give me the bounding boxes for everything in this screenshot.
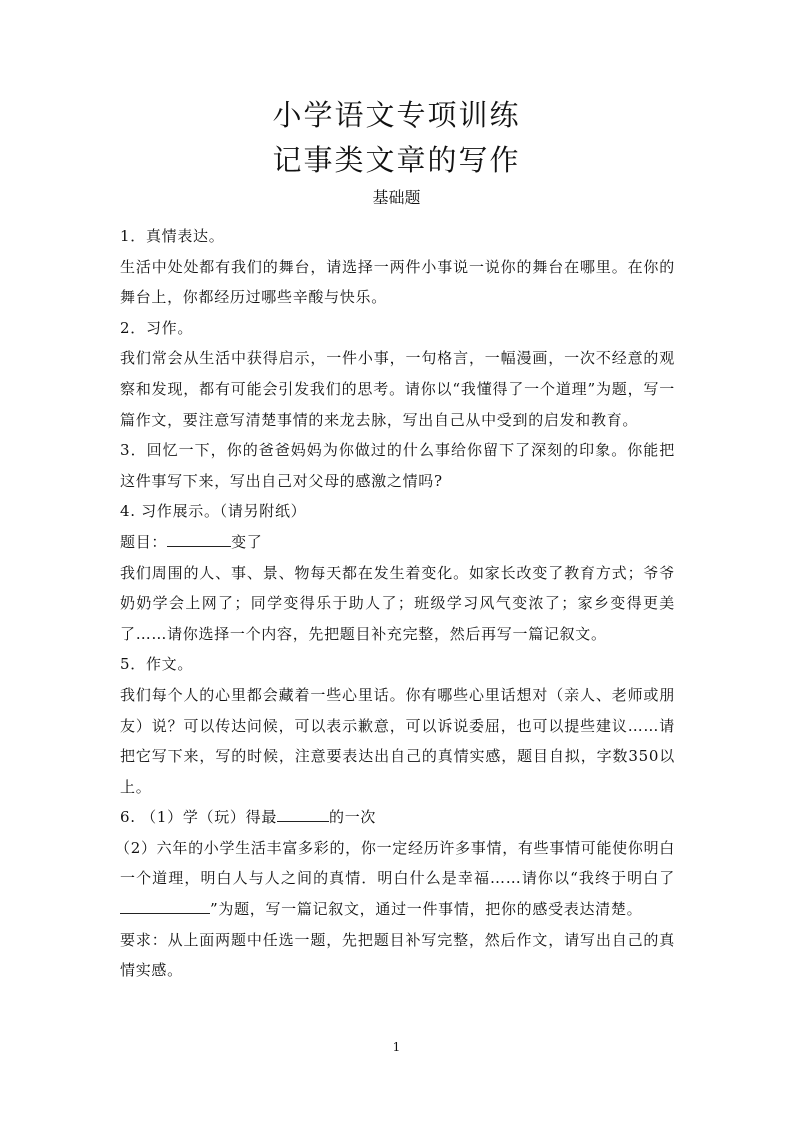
question-6-part2-suffix: ”为题，写一篇记叙文，通过一件事情，把你的感受表达清楚。	[210, 900, 643, 919]
fill-in-blank	[120, 897, 210, 914]
question-3-text: 3．回忆一下，你的爸爸妈妈为你做过的什么事给你留下了深刻的印象。你能把这件事写下来，写出自己对父母的感激之情吗?	[120, 441, 675, 490]
page-number: 1	[392, 1040, 401, 1054]
question-2-text: 我们常会从生活中获得启示，一件小事，一句格言，一幅漫画，一次不经意的观察和发现，都有可能会引发我们的思考。请你以“我懂得了一个道理”为题，写一篇作文，要注意写清楚事情的来龙去脉，写出自己从中受到的启发和教育。	[120, 349, 675, 429]
question-4-topic-line	[120, 527, 675, 558]
fill-in-blank	[277, 805, 329, 822]
question-4-topic-prefix: 题目：	[120, 532, 168, 551]
question-1-text: 生活中处处都有我们的舞台，请选择一两件小事说一说你的舞台在哪里。在你的舞台上，你都经历过哪些辛酸与快乐。	[120, 257, 675, 307]
question-5-text: 我们每个人的心里都会藏着一些心里话。你有哪些心里话想对（亲人、老师或朋友）说？可以传达问候，可以表示歉意，可以诉说委屈，也可以提些建议……请把它写下来，写的时候，注意要表达出自己的真情实感，题目自拟，字数350以上。	[120, 685, 675, 796]
question-6-part1	[120, 802, 675, 833]
question-2-heading: 2．习作。	[120, 318, 194, 337]
question-1-heading: 1．真情表达。	[120, 227, 225, 245]
question-4-heading: 4. 习作展示。（请另附纸）	[120, 502, 307, 521]
document-title-line2: 记事类文章的写作	[272, 143, 521, 177]
question-6-requirement: 要求：从上面两题中任选一题，先把题目补写完整，然后作文，请写出自己的真情实感。	[120, 930, 675, 980]
question-4-topic-suffix: 变了	[231, 532, 263, 551]
question-6-part2-prefix: （2）六年的小学生活丰富多彩的，你一定经历许多事情，有些事情可能使你明白一个道理，明白人与人之间的真情．明白什么是幸福……请你以“我终于明白了	[115, 838, 675, 888]
fill-in-blank	[167, 530, 231, 547]
question-6-part2	[115, 833, 675, 925]
question-5-heading: 5．作文。	[120, 655, 194, 674]
section-heading: 基础题	[372, 188, 421, 207]
document-title-line1: 小学语文专项训练	[272, 98, 521, 132]
question-6-part1-prefix: 6. （1）学（玩）得最	[120, 808, 278, 827]
question-6-part1-suffix: 的一次	[329, 808, 377, 827]
document-body	[115, 221, 675, 986]
question-4-text: 我们周围的人、事、景、物每天都在发生着变化。如家长改变了教育方式；爷爷奶奶学会上网了；同学变得乐于助人了；班级学习风气变浓了；家乡变得更美了……请你选择一个内容，先把题目补充完整，然后再写一篇记叙文。	[120, 563, 675, 643]
